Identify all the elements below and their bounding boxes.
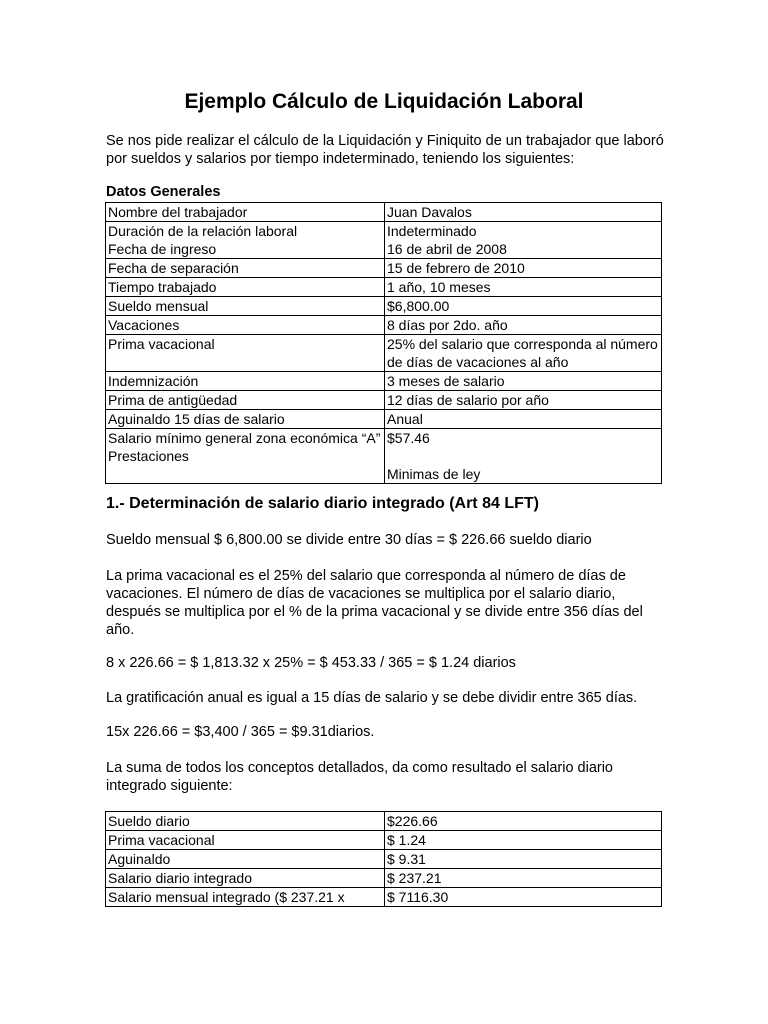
table-row	[106, 316, 662, 335]
concept-label: Salario diario integrado	[106, 869, 385, 888]
paragraph-bonus: La gratificación anual es igual a 15 días de salario y se debe dividir entre 365 días.	[106, 690, 638, 706]
field-label: Prima de antigüedad	[106, 391, 385, 410]
general-data-table	[105, 202, 662, 484]
field-label: Fecha de separación	[106, 259, 385, 278]
table-row	[106, 297, 662, 316]
paragraph-vacation-premium: La prima vacacional es el 25% del salario que corresponda al número de días de vacaciones. El número de días de vacaciones se multiplica por el salario diario, después se multiplica por el % de la prima vacacional y se divide entre 356 días del año.	[106, 568, 643, 638]
field-value: 12 días de salario por año	[385, 391, 662, 410]
general-data-label: Datos Generales	[106, 184, 221, 200]
field-value: 15 de febrero de 2010	[385, 259, 662, 278]
field-label-group	[106, 222, 385, 259]
field-value: Indeterminado	[387, 223, 477, 239]
concept-value: $226.66	[385, 812, 662, 831]
field-label: Prestaciones	[108, 448, 189, 464]
intro-paragraph: Se nos pide realizar el cálculo de la Liquidación y Finiquito de un trabajador que laboró por sueldos y salarios por tiempo indeterminado, teniendo los siguientes:	[106, 133, 664, 167]
field-value: 16 de abril de 2008	[387, 241, 507, 257]
paragraph-bonus-calc: 15x 226.66 = $3,400 / 365 = $9.31diarios.	[106, 724, 375, 740]
concept-label: Prima vacacional	[106, 831, 385, 850]
concept-value: $ 1.24	[385, 831, 662, 850]
field-value: Minimas de ley	[387, 466, 481, 482]
table-row	[106, 222, 662, 259]
table-row	[106, 429, 662, 484]
concept-label: Salario mensual integrado ($ 237.21 x	[106, 888, 385, 907]
document-title: Ejemplo Cálculo de Liquidación Laboral	[184, 90, 584, 113]
table-row	[106, 888, 662, 907]
field-label: Aguinaldo 15 días de salario	[106, 410, 385, 429]
field-value: 1 año, 10 meses	[385, 278, 662, 297]
field-value: Anual	[385, 410, 662, 429]
field-value: 8 días por 2do. año	[385, 316, 662, 335]
table-row	[106, 278, 662, 297]
section-heading: 1.- Determinación de salario diario integrado (Art 84 LFT)	[106, 495, 539, 512]
spacer	[387, 447, 659, 465]
field-label: Duración de la relación laboral	[108, 223, 298, 239]
field-label: Fecha de ingreso	[108, 241, 217, 257]
table-row	[106, 831, 662, 850]
table-row	[106, 812, 662, 831]
field-value-group	[385, 222, 662, 259]
field-label: Indemnización	[106, 372, 385, 391]
field-value: 25% del salario que corresponda al número de días de vacaciones al año	[385, 335, 662, 372]
table-row	[106, 372, 662, 391]
field-label-group	[106, 429, 385, 484]
field-label: Tiempo trabajado	[106, 278, 385, 297]
paragraph-vacation-calc: 8 x 226.66 = $ 1,813.32 x 25% = $ 453.33 / 365 = $ 1.24 diarios	[106, 655, 516, 671]
field-value: 3 meses de salario	[385, 372, 662, 391]
concept-value: $ 237.21	[385, 869, 662, 888]
field-label: Vacaciones	[106, 316, 385, 335]
paragraph-sum: La suma de todos los conceptos detallados, da como resultado el salario diario integrado siguiente:	[106, 760, 613, 794]
table-row	[106, 259, 662, 278]
field-label: Nombre del trabajador	[106, 203, 385, 222]
field-label: Prima vacacional	[106, 335, 385, 372]
concept-label: Sueldo diario	[106, 812, 385, 831]
table-row	[106, 850, 662, 869]
field-label: Salario mínimo general zona económica “A”	[108, 430, 381, 446]
field-label: Sueldo mensual	[106, 297, 385, 316]
field-value-group	[385, 429, 662, 484]
concept-label: Aguinaldo	[106, 850, 385, 869]
table-row	[106, 203, 662, 222]
field-value: $57.46	[387, 430, 430, 446]
paragraph-daily-salary: Sueldo mensual $ 6,800.00 se divide entre 30 días = $ 226.66 sueldo diario	[106, 532, 592, 548]
concept-value: $ 7116.30	[385, 888, 662, 907]
concept-value: $ 9.31	[385, 850, 662, 869]
table-row	[106, 335, 662, 372]
integrated-salary-table	[105, 811, 662, 907]
table-row	[106, 869, 662, 888]
table-row	[106, 391, 662, 410]
table-row	[106, 410, 662, 429]
field-value: Juan Davalos	[385, 203, 662, 222]
field-value: $6,800.00	[385, 297, 662, 316]
